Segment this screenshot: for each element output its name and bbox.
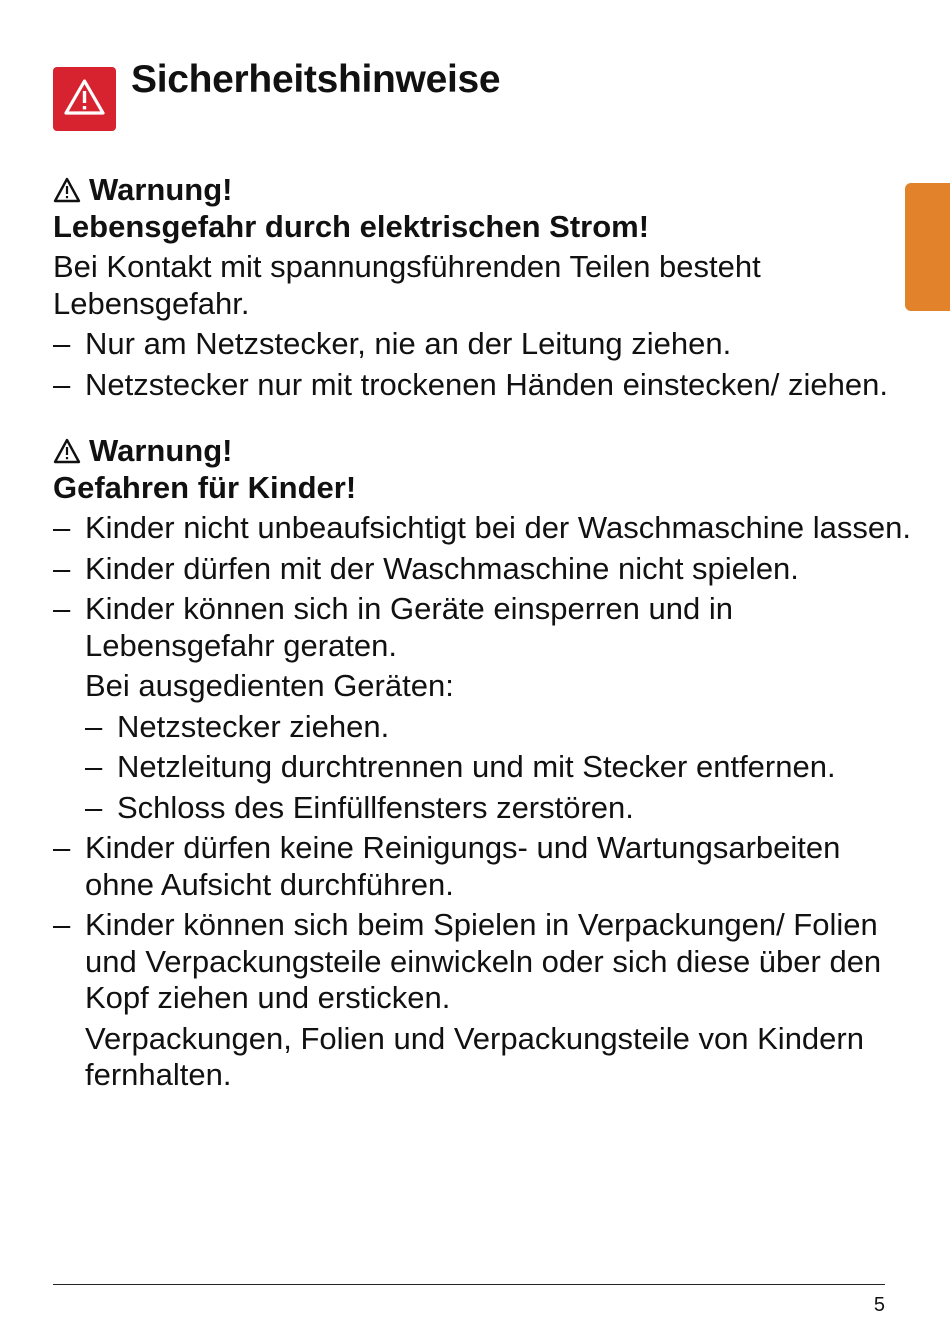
list-item: – Kinder nicht unbeaufsichtigt bei der Waschmaschine lassen. [53,510,913,547]
instruction-list [53,326,913,403]
list-note: Bei ausgedienten Geräten: [85,668,454,703]
list-item: – Netzstecker nur mit trockenen Händen einstecken/ ziehen. [53,367,913,404]
warning-subheading: Lebensgefahr durch elektrischen Strom! [53,208,650,244]
section-children-warning [53,433,913,1094]
warning-heading [53,433,913,470]
list-item: – Nur am Netzstecker, nie an der Leitung ziehen. [53,326,913,363]
section-electric-warning [53,172,913,403]
instruction-list [53,830,913,1017]
warning-triangle-icon [53,177,81,203]
warning-label: Warnung! [89,172,233,207]
warning-heading [53,172,913,209]
page-title: Sicherheitshinweise [131,58,501,101]
footer-divider [53,1284,885,1285]
safety-content [53,172,913,1124]
page-number: 5 [873,1294,885,1316]
warning-header-icon [53,67,116,131]
warning-triangle-icon [53,438,81,464]
list-item: – Kinder dürfen mit der Waschmaschine nicht spielen. [53,551,913,588]
sublist-item: – Schloss des Einfüllfensters zerstören. [85,790,913,827]
list-item: – Kinder können sich beim Spielen in Verpackungen/ Folien und Verpackungsteile einwickeln oder sich diese über den Kopf ziehen und ersticken. [53,907,913,1017]
instruction-list [53,510,913,664]
sublist-item: – Netzleitung durchtrennen und mit Stecker entfernen. [85,749,913,786]
warning-intro: Bei Kontakt mit spannungsführenden Teilen besteht Lebensgefahr. [53,249,761,321]
disposal-sublist [85,709,913,827]
list-item: – Kinder können sich in Geräte einsperren und in Lebensgefahr geraten. [53,591,913,664]
sublist-item: – Netzstecker ziehen. [85,709,913,746]
warning-subheading: Gefahren für Kinder! [53,469,357,505]
list-note: Verpackungen, Folien und Verpackungsteile von Kindern fernhalten. [85,1020,864,1092]
warning-triangle-icon [53,67,116,131]
warning-label: Warnung! [89,433,233,468]
list-item: – Kinder dürfen keine Reinigungs- und Wartungsarbeiten ohne Aufsicht durchführen. [53,830,913,903]
